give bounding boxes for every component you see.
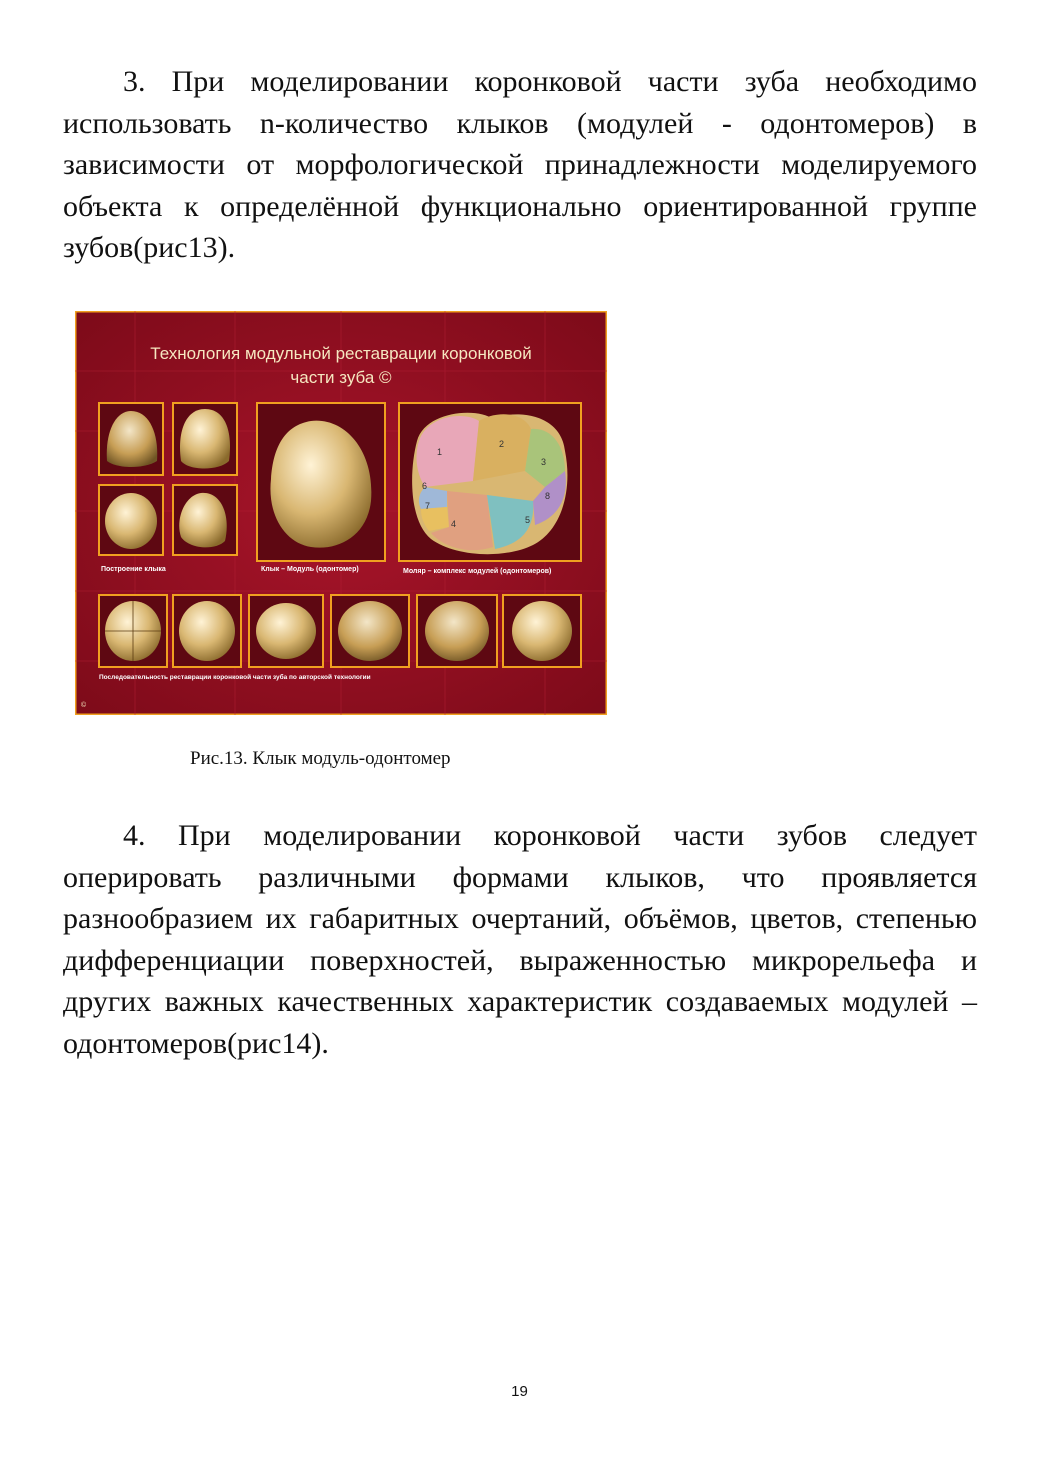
label-sequence: Последовательность реставрации коронковой части зуба по авторской технологии xyxy=(99,674,371,681)
segment-number: 1 xyxy=(437,447,443,457)
slide-title-line-1: Технология модульной реставрации коронковой xyxy=(150,344,532,363)
label-construction: Построение клыка xyxy=(101,566,166,573)
corner-mark: © xyxy=(81,702,87,709)
segment-number: 6 xyxy=(422,481,428,491)
tooth-image xyxy=(338,601,402,661)
module-panel xyxy=(257,403,385,561)
label-module: Клык – Модуль (одонтомер) xyxy=(261,566,359,573)
segment-number: 2 xyxy=(499,439,505,449)
tooth-image xyxy=(512,601,572,661)
paragraph-4: 4. При моделировании коронковой части зубов следует оперировать различными формами клыков, что проявляется разнообразием их габаритных очертаний, объёмов, цветов, степенью дифференциации поверхностей, выраженностью микрорельефа и других важных качественных характеристик создаваемых модулей – одонтомеров(рис14). xyxy=(63,819,977,1060)
page-number: 19 xyxy=(511,1383,528,1400)
paragraph-3: 3. При моделировании коронковой части зуба необходимо использовать n-количество клыков (модулей - одонтомеров) в зависимости от морфологической принадлежности моделируемого объекта к определённой функционально ориентированной группе зубов(рис13). xyxy=(63,65,977,264)
tooth-image xyxy=(425,601,489,661)
figure-13-slide xyxy=(75,311,607,715)
label-molar: Моляр – комплекс модулей (одонтомеров) xyxy=(403,568,552,575)
segment-number: 7 xyxy=(425,501,431,511)
segment-number: 5 xyxy=(525,515,531,525)
molar-panel xyxy=(399,403,581,561)
tooth-image xyxy=(256,603,316,659)
tooth-image xyxy=(105,493,157,549)
segment-number: 8 xyxy=(545,491,551,501)
tooth-image xyxy=(179,601,235,661)
figure-caption: Рис.13. Клык модуль-одонтомер xyxy=(190,748,451,769)
segment-number: 3 xyxy=(541,457,547,467)
slide-title-line-2: части зуба © xyxy=(290,368,392,387)
segment-number: 4 xyxy=(451,519,457,529)
